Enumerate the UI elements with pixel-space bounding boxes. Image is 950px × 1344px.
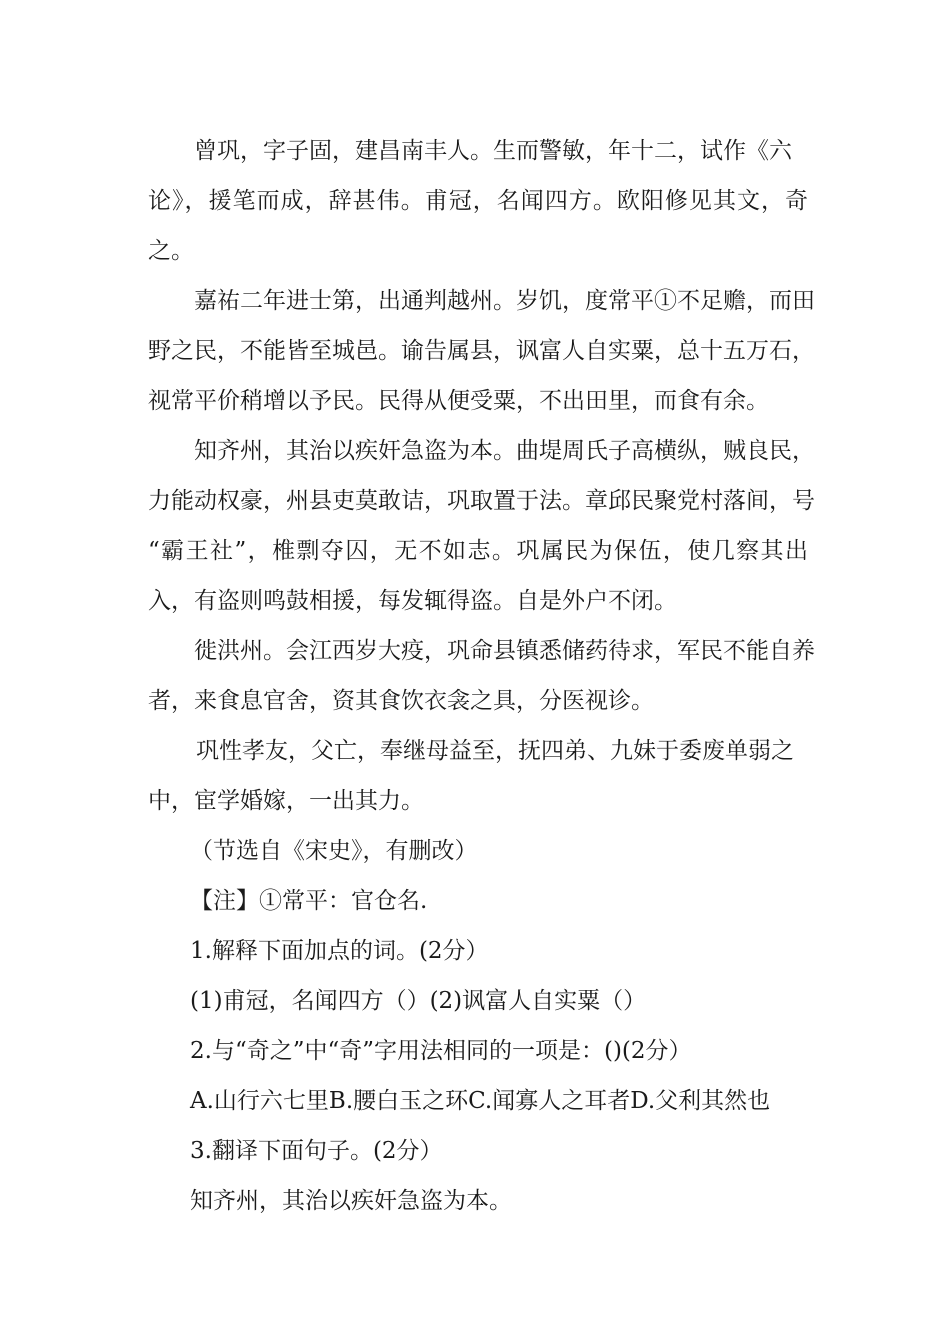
- question-2-title: 2.与“奇之”中“奇”字用法相同的一项是：()(2分）: [190, 1038, 692, 1064]
- paragraph-1-line-3: 之。: [148, 238, 194, 264]
- paragraph-1-line-1: 曾巩，字子固，建昌南丰人。生而警敏，年十二，试作《六: [194, 138, 792, 164]
- footnote: 【注】①常平：官仓名.: [190, 888, 428, 914]
- paragraph-3-line-4: 入，有盗则鸣鼓相援，每发辄得盗。自是外户不闭。: [148, 588, 677, 614]
- paragraph-2-line-3: 视常平价稍增以予民。民得从便受粟，不出田里，而食有余。: [148, 388, 769, 414]
- paragraph-2-line-2: 野之民，不能皆至城邑。谕告属县，讽富人自实粟，总十五万石，: [148, 338, 815, 364]
- question-1-title: 1.解释下面加点的词。(2分）: [190, 938, 489, 964]
- paragraph-2-line-1: 嘉祐二年进士第，出通判越州。岁饥，度常平①不足赡，而田: [194, 288, 815, 314]
- paragraph-4-line-1: 徙洪州。会江西岁大疫，巩命县镇悉储药待求，军民不能自养: [194, 638, 815, 664]
- paragraph-1-line-2: 论》，援笔而成，辞甚伟。甫冠，名闻四方。欧阳修见其文，奇: [148, 188, 808, 214]
- paragraph-3-line-2: 力能动权豪，州县吏莫敢诘，巩取置于法。章邱民聚党村落间，号: [148, 488, 815, 514]
- question-2-options: A.山行六七里B.腰白玉之环C.闻寡人之耳者D.父利其然也: [190, 1088, 771, 1114]
- question-1-items: (1)甫冠，名闻四方（）(2)讽富人自实粟（）: [190, 988, 647, 1014]
- source-citation: （节选自《宋史》，有删改）: [190, 838, 478, 864]
- paragraph-5-line-2: 中，宦学婚嫁，一出其力。: [148, 788, 424, 814]
- question-3-sentence: 知齐州，其治以疾奸急盗为本。: [190, 1188, 512, 1214]
- paragraph-3-line-3: “霸王社”，椎剽夺囚，无不如志。巩属民为保伍，使几察其出: [148, 538, 808, 564]
- paragraph-4-line-2: 者，来食息官舍，资其食饮衣衾之具，分医视诊。: [148, 688, 654, 714]
- paragraph-5-line-1: 巩性孝友，父亡，奉继母益至，抚四弟、九妹于委废单弱之: [196, 738, 794, 764]
- paragraph-3-line-1: 知齐州，其治以疾奸急盗为本。曲堤周氏子高横纵，贼良民，: [194, 438, 815, 464]
- question-3-title: 3.翻译下面句子。(2分）: [190, 1138, 443, 1164]
